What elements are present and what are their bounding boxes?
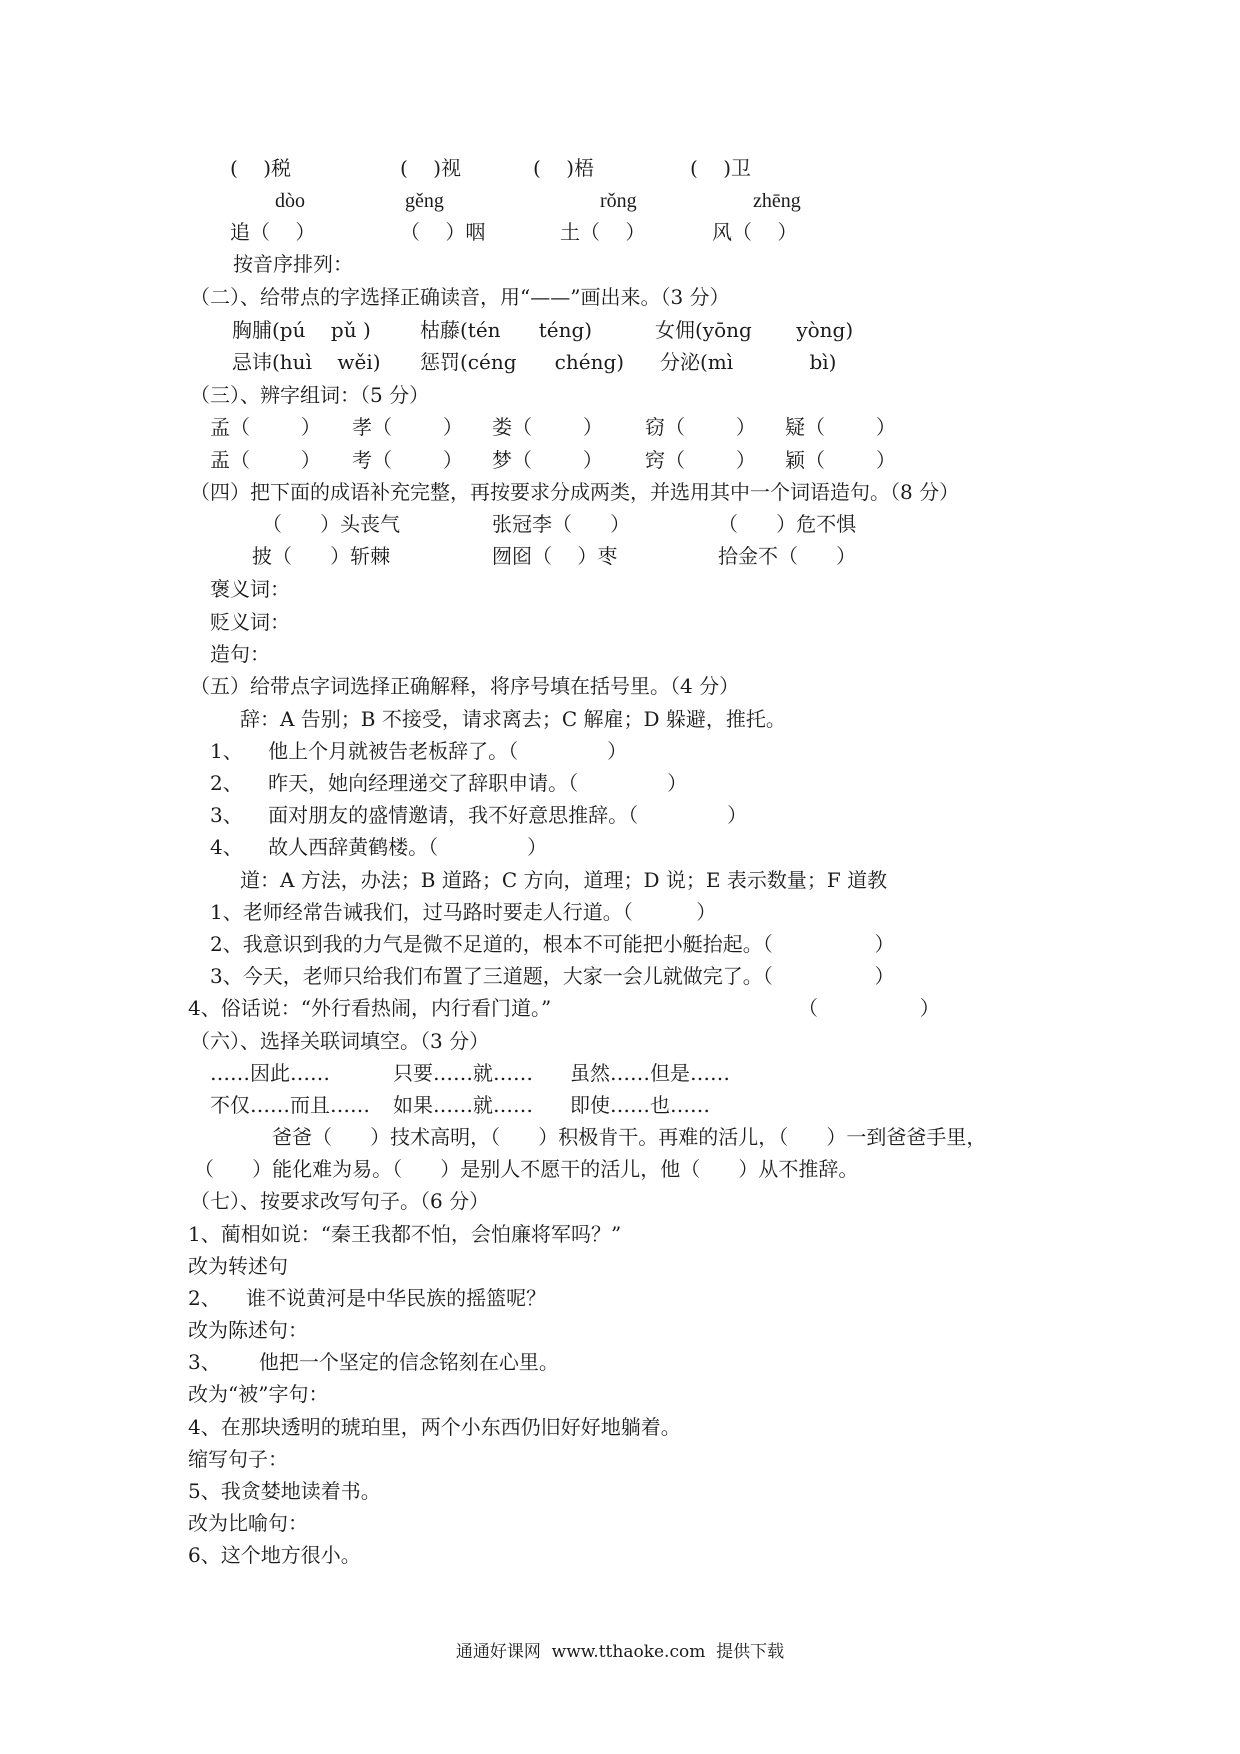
footer-credit: 通通好课网 www.tthaoke.com 提供下载 [455, 1642, 785, 1662]
ci-question-3: 3、 面对朋友的盛情邀请，我不好意思推辞。（ ） [210, 803, 748, 827]
reading-item-5: 惩罚(céng chéng) [420, 350, 625, 374]
idiom-item: （ ）头丧气 [262, 512, 401, 536]
rewrite-line: 改为陈述句： [188, 1318, 308, 1342]
pinyin-2: gěng [405, 190, 444, 212]
order-instruction: 按音序排列： [233, 252, 353, 276]
section-5-title: （五）给带点字词选择正确解释，将序号填在括号里。（4 分） [190, 674, 740, 698]
conjunction-option: ……因此…… [210, 1061, 330, 1085]
reading-item-3: 女佣(yōng yòng) [655, 318, 854, 342]
pinyin-1: dòo [275, 190, 305, 212]
word-item: 梦（ ） [492, 448, 603, 472]
char-blank-1: ( )税 [230, 156, 292, 180]
rewrite-line: 缩写句子： [188, 1447, 288, 1471]
conjunction-option: 如果……就…… [393, 1093, 533, 1117]
pinyin-blank-4: 风（ ） [712, 220, 798, 244]
idiom-item: 拾金不（ ） [718, 544, 857, 568]
conjunction-option: 只要……就…… [393, 1061, 533, 1085]
pinyin-blank-3: 土（ ） [560, 220, 646, 244]
word-item: 疑（ ） [785, 415, 896, 439]
idiom-item: 囫囵（ ）枣 [492, 544, 618, 568]
pinyin-4: zhēng [753, 190, 801, 212]
praise-words-label: 褒义词： [210, 577, 290, 601]
section-4-title: （四）把下面的成语补充完整，再按要求分成两类，并选用其中一个词语造句。（8 分） [190, 480, 960, 504]
ci-question-1: 1、 他上个月就被告老板辞了。（ ） [210, 739, 628, 763]
section-3-title: （三）、辨字组词：（5 分） [190, 383, 430, 407]
derogatory-words-label: 贬义词： [210, 610, 290, 634]
reading-item-1: 胸脯(pú pǔ ) [232, 318, 371, 342]
pinyin-blank-1: 追（ ） [230, 220, 316, 244]
pinyin-3: rǒng [600, 190, 637, 212]
section-2-title: （二）、给带点的字选择正确读音，用“——”画出来。（3 分） [190, 285, 730, 309]
rewrite-line: 1、蔺相如说：“秦王我都不怕，会怕廉将军吗？” [188, 1222, 622, 1246]
ci-question-2: 2、 昨天，她向经理递交了辞职申请。（ ） [210, 771, 688, 795]
reading-item-4: 忌讳(huì wěi) [232, 350, 381, 374]
conjunction-option: 虽然……但是…… [570, 1061, 730, 1085]
idiom-item: 披（ ）斩棘 [252, 544, 391, 568]
rewrite-line: 2、 谁不说黄河是中华民族的摇篮呢？ [188, 1286, 547, 1310]
word-item: 考（ ） [352, 448, 463, 472]
char-blank-4: ( )卫 [690, 156, 752, 180]
dao-question-4-blank: （ ） [798, 996, 940, 1020]
conjunction-paragraph-line-1: 爸爸（ ）技术高明，（ ）积极肯干。再难的活儿，（ ）一到爸爸手里， [272, 1125, 987, 1149]
idiom-item: 张冠李（ ） [492, 512, 631, 536]
ci-definitions: 辞：A 告别；B 不接受，请求离去；C 解雇；D 躲避，推托。 [240, 707, 786, 731]
section-6-title: （六）、选择关联词填空。（3 分） [190, 1029, 490, 1053]
rewrite-line: 改为“被”字句： [188, 1382, 329, 1406]
conjunction-paragraph-line-2: （ ）能化难为易。（ ）是别人不愿干的活儿，他（ ）从不推辞。 [194, 1157, 859, 1181]
conjunction-option: 即使……也…… [570, 1093, 710, 1117]
rewrite-line: 6、这个地方很小。 [188, 1543, 361, 1567]
word-item: 颖（ ） [785, 448, 896, 472]
dao-question-2: 2、我意识到我的力气是微不足道的，根本不可能把小艇抬起。（ ） [210, 932, 895, 956]
rewrite-line: 改为转述句 [188, 1254, 288, 1278]
dao-definitions: 道：A 方法，办法；B 道路；C 方向，道理；D 说；E 表示数量；F 道教 [240, 868, 888, 892]
dao-question-4: 4、俗话说：“外行看热闹，内行看门道。” [188, 996, 552, 1020]
reading-item-2: 枯藤(tén téng) [420, 318, 593, 342]
rewrite-line: 4、在那块透明的琥珀里，两个小东西仍旧好好地躺着。 [188, 1415, 681, 1439]
word-item: 窍（ ） [645, 448, 756, 472]
dao-question-3: 3、今天，老师只给我们布置了三道题，大家一会儿就做完了。（ ） [210, 964, 895, 988]
rewrite-line: 3、 他把一个坚定的信念铭刻在心里。 [188, 1350, 559, 1374]
reading-item-6: 分泌(mì bì) [660, 350, 837, 374]
pinyin-blank-2: （ ）咽 [400, 220, 486, 244]
idiom-item: （ ）危不惧 [718, 512, 857, 536]
char-blank-2: ( )视 [400, 156, 462, 180]
rewrite-line: 改为比喻句： [188, 1511, 308, 1535]
ci-question-4: 4、 故人西辞黄鹤楼。（ ） [210, 835, 548, 859]
word-item: 盂（ ） [210, 448, 321, 472]
char-blank-3: ( )梧 [533, 156, 595, 180]
word-item: 窃（ ） [645, 415, 756, 439]
conjunction-option: 不仅……而且…… [210, 1093, 370, 1117]
word-item: 娄（ ） [492, 415, 603, 439]
rewrite-line: 5、我贪婪地读着书。 [188, 1479, 381, 1503]
word-item: 孝（ ） [352, 415, 463, 439]
sentence-label: 造句： [210, 642, 270, 666]
section-7-title: （七）、按要求改写句子。（6 分） [190, 1189, 490, 1213]
word-item: 孟（ ） [210, 415, 321, 439]
dao-question-1: 1、老师经常告诫我们，过马路时要走人行道。（ ） [210, 900, 717, 924]
